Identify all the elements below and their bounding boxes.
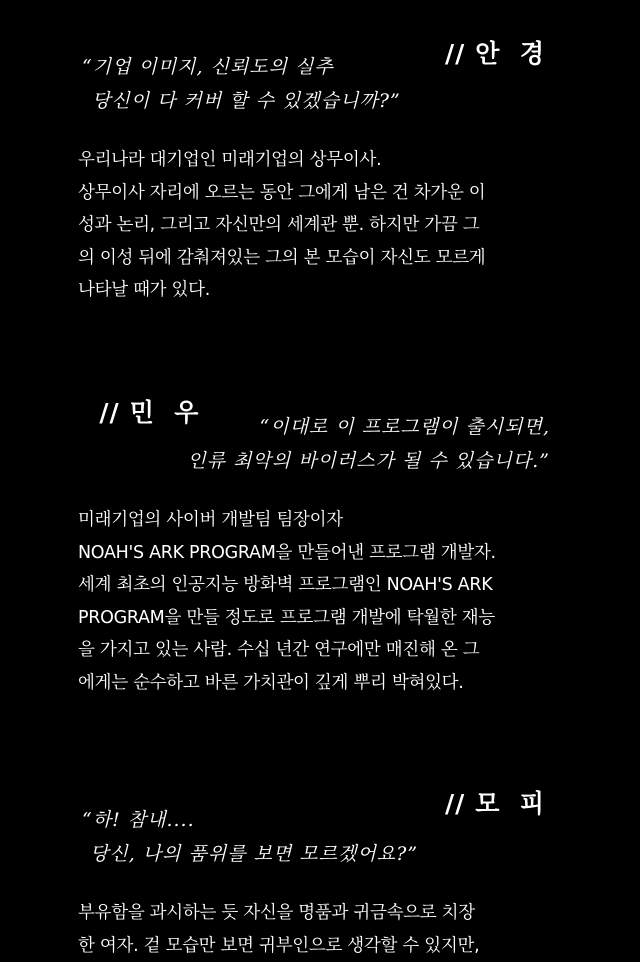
description-line: 미래기업의 사이버 개발팀 팀장이자 xyxy=(78,504,558,537)
character-quote xyxy=(82,803,418,871)
description-line: 나타날 때가 있다. xyxy=(78,274,558,307)
quote-line: 당신이 다 커버 할 수 있겠습니까?” xyxy=(82,84,401,118)
quote-line: 인류 최악의 바이러스가 될 수 있습니다.” xyxy=(187,444,550,478)
character-quote xyxy=(187,410,550,478)
description-line: 에게는 순수하고 바른 가치관이 깊게 뿌리 박혀있다. xyxy=(78,667,558,700)
character-name: 안 경 xyxy=(475,39,545,68)
description-line: 성과 논리, 그리고 자신만의 세계관 뿐. 하지만 가끔 그 xyxy=(78,209,558,242)
character-name: 모 피 xyxy=(475,789,545,818)
character-description xyxy=(78,897,558,962)
quote-line: “이대로 이 프로그램이 출시되면, xyxy=(187,410,550,444)
quote-line: “기업 이미지, 신뢰도의 실추 xyxy=(82,50,401,84)
heading-slashes: // xyxy=(445,789,465,818)
description-line: 상무이사 자리에 오르는 동안 그에게 남은 건 차가운 이 xyxy=(78,177,558,210)
character-description xyxy=(78,144,558,307)
heading-slashes: // xyxy=(445,39,465,68)
description-line: 을 가지고 있는 사람. 수십 년간 연구에만 매진해 온 그 xyxy=(78,634,558,667)
character-quote xyxy=(82,50,401,118)
character-name-heading xyxy=(80,364,199,429)
quote-line: 당신, 나의 품위를 보면 모르겠어요?” xyxy=(82,837,418,871)
description-line: 의 이성 뒤에 감춰져있는 그의 본 모습이 자신도 모르게 xyxy=(78,242,558,275)
heading-slashes: // xyxy=(99,398,119,427)
description-line: PROGRAM을 만들 정도로 프로그램 개발에 탁월한 재능 xyxy=(78,602,558,635)
character-name-heading xyxy=(426,755,545,820)
character-name: 민 우 xyxy=(130,398,200,427)
character-description xyxy=(78,504,558,699)
description-line: 한 여자. 겉 모습만 보면 귀부인으로 생각할 수 있지만, xyxy=(78,930,558,962)
character-name-heading xyxy=(426,5,545,70)
description-line: 우리나라 대기업인 미래기업의 상무이사. xyxy=(78,144,558,177)
description-line: NOAH'S ARK PROGRAM을 만들어낸 프로그램 개발자. xyxy=(78,537,558,570)
description-line: 부유함을 과시하는 듯 자신을 명품과 귀금속으로 치장 xyxy=(78,897,558,930)
description-line: 세계 최초의 인공지능 방화벽 프로그램인 NOAH'S ARK xyxy=(78,569,558,602)
quote-line: “하! 참내.... xyxy=(82,803,418,837)
